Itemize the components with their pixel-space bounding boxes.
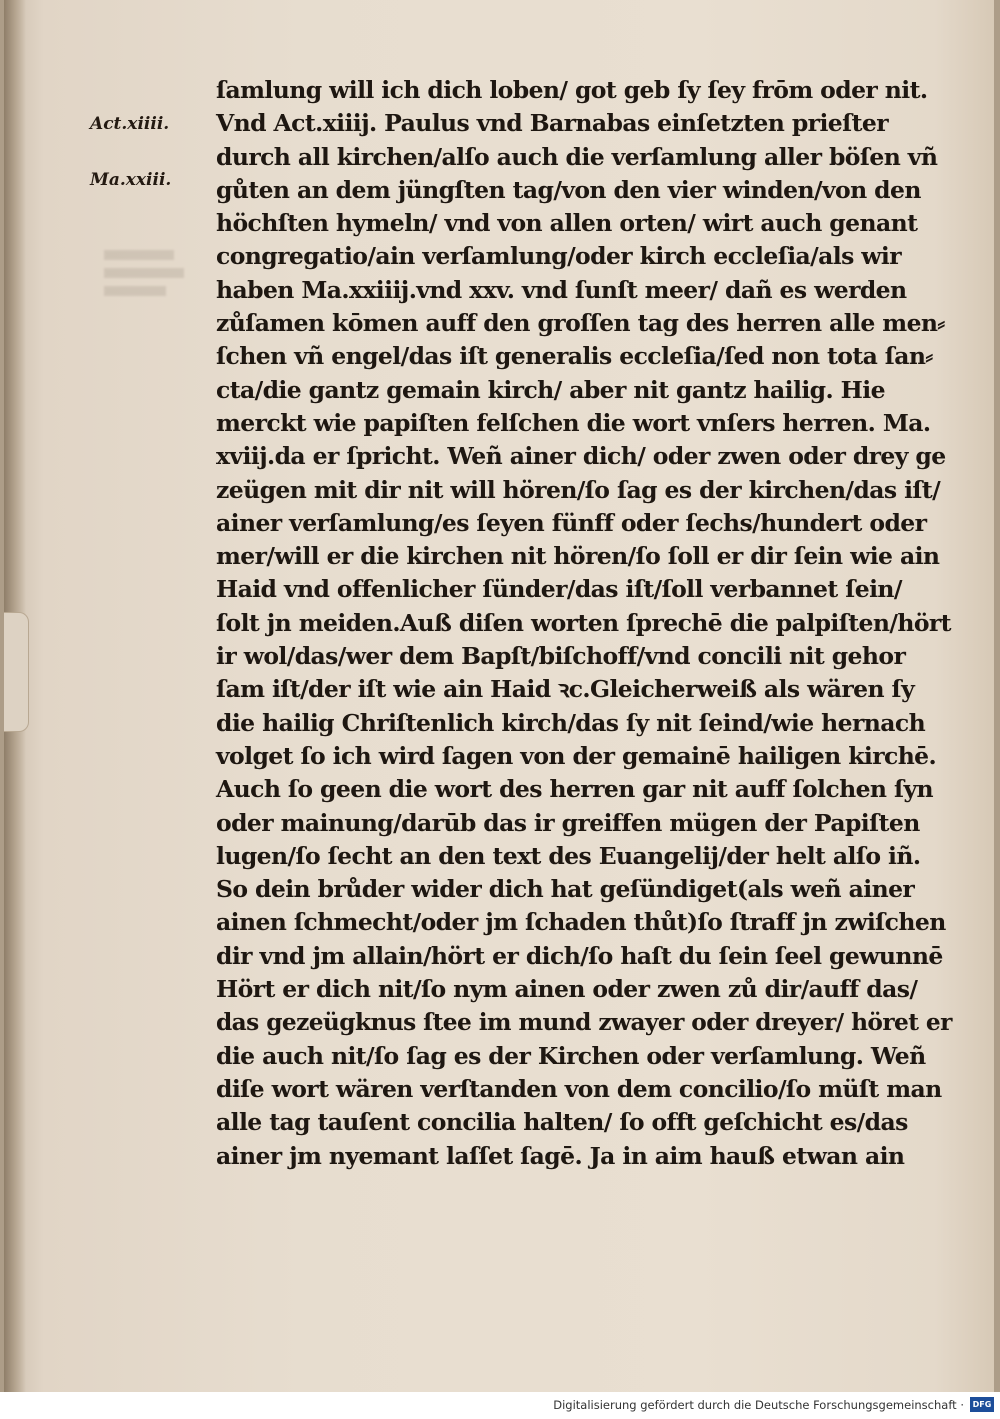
bleed-through (104, 250, 194, 304)
margin-note-matthew: Ma.xxiii. (90, 170, 172, 190)
text-line: mer/will er die kirchen nit hören/ſo ſoll er dir ſein wie ain (216, 542, 940, 571)
page-clip (4, 612, 29, 732)
text-line: dir vnd jm allain/hört er dich/ſo haſt du ſein ſeel gewunnē (216, 941, 943, 970)
dfg-logo: DFG (970, 1397, 994, 1412)
footer-bar (0, 1392, 1000, 1419)
text-line: ſamlung will ich dich loben/ got geb ſy ſey frōm oder nit. (216, 76, 928, 104)
text-line: ainer verſamlung/es ſeyen fünff oder ſechs/hundert oder (216, 508, 927, 537)
funding-credit: Digitalisierung gefördert durch die Deutsche Forschungsgemeinschaft · (553, 1398, 964, 1412)
text-line: zeügen mit dir nit will hören/ſo ſag es der kirchen/das iſt/ (216, 475, 941, 504)
text-line: diſe wort wären verſtanden von dem concilio/ſo müſt man (216, 1074, 942, 1103)
text-line: ſolt jn meiden.Auß diſen worten ſprechē die palpiſten/hört (216, 608, 951, 637)
text-line: Hört er dich nit/ſo nym ainen oder zwen zů dir/auff das/ (216, 975, 918, 1004)
text-line: merckt wie papiſten felſchen die wort vnſers herren. Ma. (216, 408, 931, 437)
text-line: So dein brůder wider dich hat geſündiget(als weñ ainer (216, 875, 915, 904)
text-line: durch all kirchen/alſo auch die verſamlung aller böſen vñ (216, 142, 938, 171)
text-line: das gezeügknus ſtee im mund zwayer oder dreyer/ höret er (216, 1008, 952, 1037)
text-line: gůten an dem jüngſten tag/von den vier winden/von den (216, 175, 921, 204)
text-line: alle tag tauſent concilia halten/ ſo offt geſchicht es/das (216, 1108, 908, 1137)
text-line: congregatio/ain verſamlung/oder kirch eccleſia/als wir (216, 242, 902, 271)
text-line: höchſten hymeln/ vnd von allen orten/ wirt auch genant (216, 209, 918, 238)
text-line: zůſamen kōmen auff den groſſen tag des herren alle men⸗ (216, 309, 945, 338)
text-line: Haid vnd offenlicher ſünder/das iſt/ſoll verbannet ſein/ (216, 575, 902, 604)
text-line: Vnd Act.xiiij. Paulus vnd Barnabas einſetzten prieſter (216, 109, 889, 138)
text-line: haben Ma.xxiiij.vnd xxv. vnd ſunſt meer/ dañ es werden (216, 275, 907, 304)
text-line: xviij.da er ſpricht. Weñ ainer dich/ oder zwen oder drey ge (216, 442, 946, 471)
text-line: ſam iſt/der iſt wie ain Haid ꝛc.Gleicherweiß als wären ſy (216, 675, 915, 704)
text-line: ainen ſchmecht/oder jm ſchaden thůt)ſo ſtraff jn zwiſchen (216, 908, 946, 937)
text-line: cta/die gantz gemain kirch/ aber nit gantz hailig. Hie (216, 375, 885, 404)
text-line: ſchen vñ engel/das iſt generalis eccleſia/ſed non tota ſan⸗ (216, 342, 933, 371)
text-line: Auch ſo geen die wort des herren gar nit auff ſolchen ſyn (216, 775, 934, 804)
text-line: ainer jm nyemant laſſet ſagē. Ja in aim hauß etwan ain (216, 1141, 905, 1170)
margin-note-acts: Act.xiiii. (90, 114, 170, 134)
text-line: ir wol/das/wer dem Bapſt/biſchoff/vnd concili nit gehor (216, 642, 906, 671)
text-line: volget ſo ich wird ſagen von der gemainē hailigen kirchē. (216, 741, 937, 770)
book-page (4, 0, 994, 1392)
text-line: oder mainung/darūb das ir greiffen mügen der Papiſten (216, 808, 920, 837)
text-line: lugen/ſo ſecht an den text des Euangelij/der helt alſo iñ. (216, 841, 921, 870)
text-line: die auch nit/ſo ſag es der Kirchen oder verſamlung. Weñ (216, 1041, 926, 1070)
body-text (216, 74, 952, 1173)
text-line: die hailig Chriſtenlich kirch/das ſy nit ſeind/wie hernach (216, 708, 926, 737)
